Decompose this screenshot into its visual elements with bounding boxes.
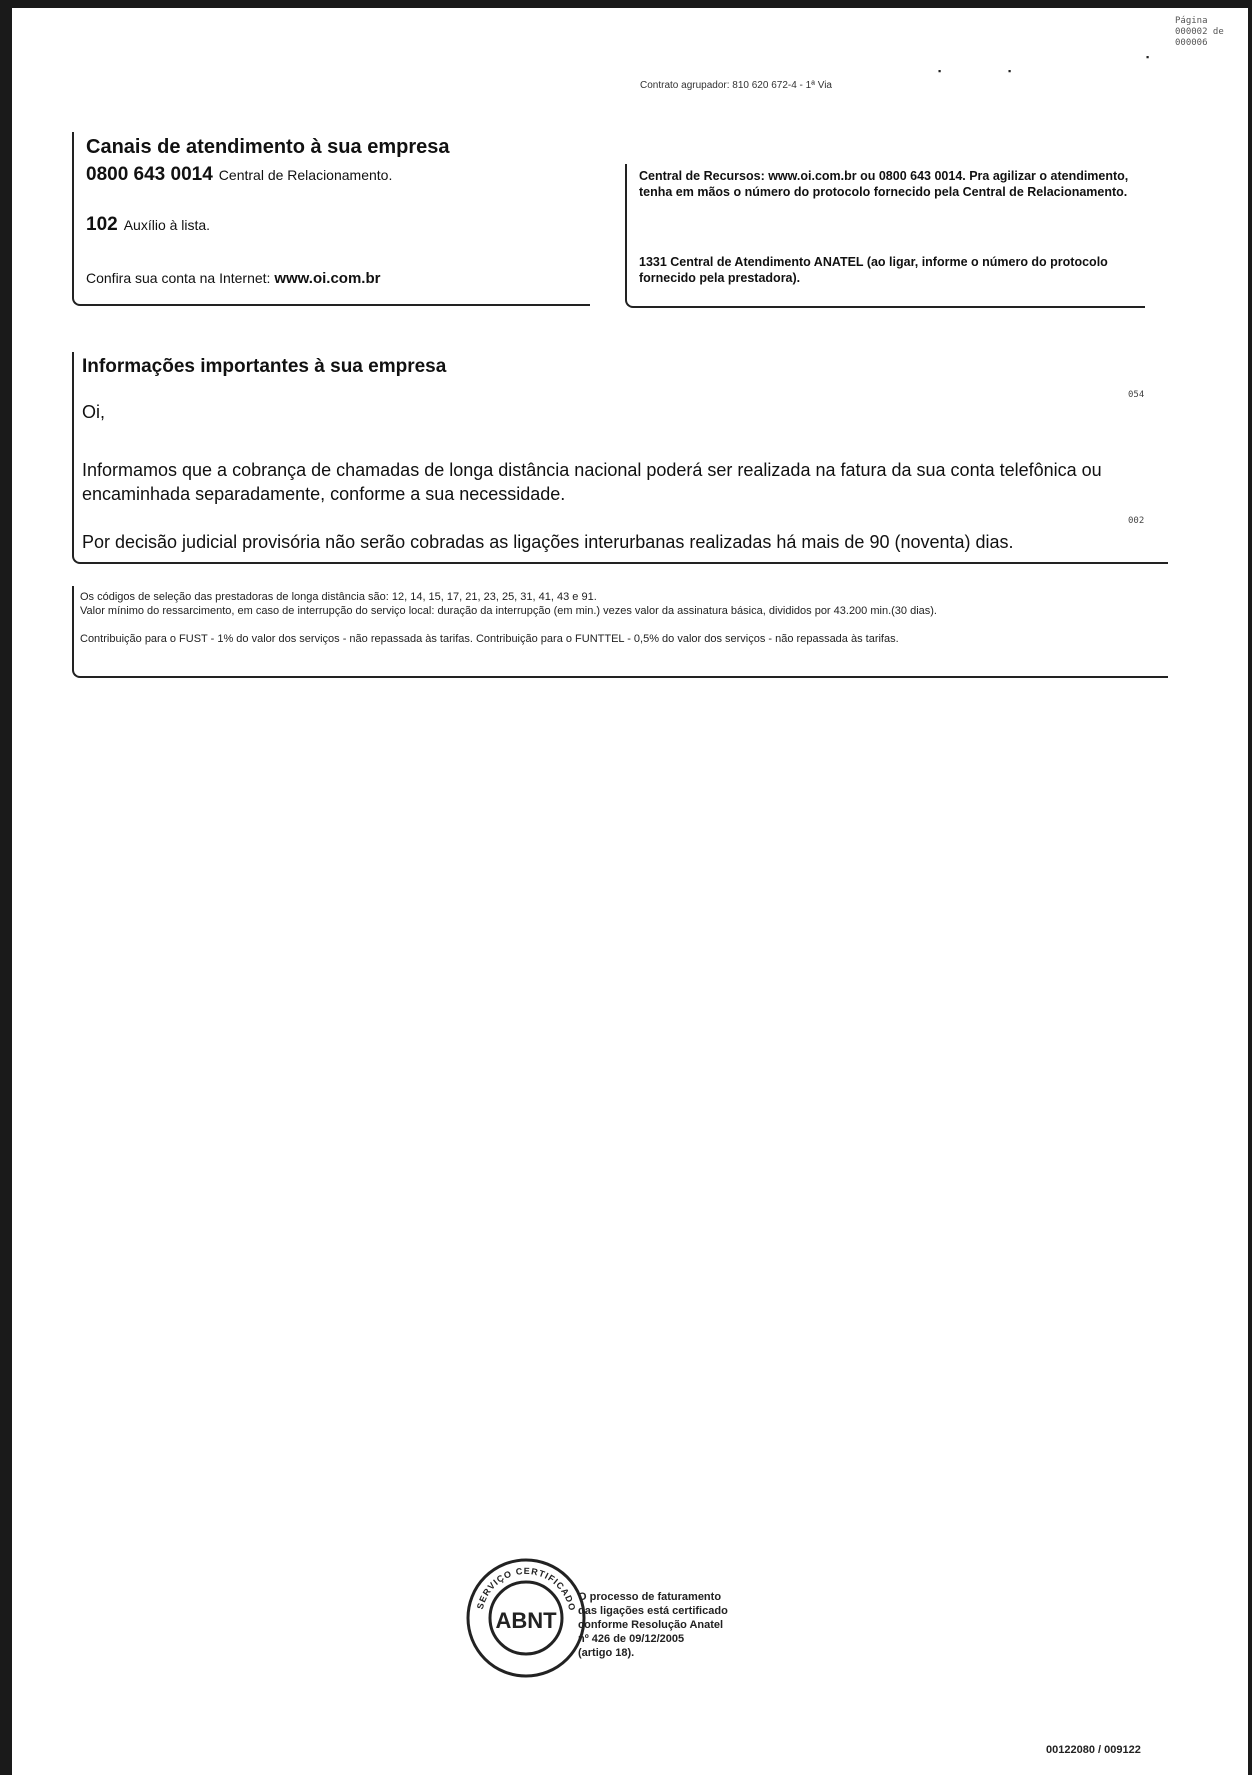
invoice-page: [12, 8, 1248, 1775]
legal-notes-box: [72, 586, 1168, 678]
lista-label: Auxílio à lista.: [123, 217, 211, 233]
channels-heading: Canais de atendimento à sua empresa: [86, 136, 450, 158]
seal-brand: ABNT: [495, 1608, 557, 1633]
footer-code: 00122080 / 009122: [1046, 1744, 1141, 1756]
internet-label: Confira sua conta na Internet:: [86, 270, 271, 286]
print-mark: ▪: [1146, 52, 1150, 62]
print-mark: ▪: [1008, 66, 1012, 76]
anatel-text: 1331 Central de Atendimento ANATEL (ao ligar, informe o número do protocolo fornecido pela prestadora).: [639, 255, 1108, 285]
long-distance-message: Informamos que a cobrança de chamadas de longa distância nacional poderá ser realizada na fatura da sua conta telefônica ou encaminhada separadamente, conforme a sua necessidade.: [82, 460, 1102, 504]
message-code: 002: [1128, 516, 1145, 526]
seal-arc-text: SERVIÇO CERTIFICADO: [474, 1565, 578, 1613]
important-info-box: [72, 352, 1168, 564]
print-mark: ▪: [938, 66, 942, 76]
carrier-codes-note: Os códigos de seleção das prestadoras de longa distância são: 12, 14, 15, 17, 21, 23, 25, 31, 41, 43 e 91.: [80, 591, 597, 603]
internet-row: [86, 270, 380, 287]
refund-note: Valor mínimo do ressarcimento, em caso de interrupção do serviço local: duração da interrupção (em min.) vezes valor da assinatura básica, divididos por 43.200 min.(30 dias).: [80, 605, 937, 617]
judicial-decision-message: Por decisão judicial provisória não serão cobradas as ligações interurbanas realizadas há mais de 90 (noventa) dias.: [82, 532, 1014, 552]
internet-link[interactable]: www.oi.com.br: [274, 270, 381, 287]
page-number: Página 000002 de 000006: [1175, 16, 1224, 48]
service-channels-box: [72, 132, 590, 306]
relacionamento-row: [86, 164, 392, 186]
resources-box: [625, 164, 1145, 308]
relacionamento-label: Central de Relacionamento.: [218, 167, 393, 183]
abnt-seal-icon: [460, 1552, 592, 1684]
lista-row: [86, 214, 210, 236]
contract-number: Contrato agrupador: 810 620 672-4 - 1ª Via: [640, 80, 832, 91]
central-recursos-text: Central de Recursos: www.oi.com.br ou 0800 643 0014. Pra agilizar o atendimento, tenha em mãos o número do protocolo fornecido pela Central de Relacionamento.: [639, 169, 1129, 199]
greeting: Oi,: [82, 402, 106, 422]
relacionamento-phone: 0800 643 0014: [86, 164, 213, 185]
lista-phone: 102: [86, 214, 118, 235]
contribution-note: Contribuição para o FUST - 1% do valor dos serviços - não repassada às tarifas. Contribuição para o FUNTTEL - 0,5% do valor dos serviços - não repassada às tarifas.: [80, 633, 899, 645]
info-heading: Informações importantes à sua empresa: [82, 356, 447, 377]
certification-text: O processo de faturamento das ligações está certificado conforme Resolução Anatel nº 426 de 09/12/2005 (artigo 18).: [578, 1591, 728, 1659]
message-code: 054: [1128, 390, 1145, 400]
